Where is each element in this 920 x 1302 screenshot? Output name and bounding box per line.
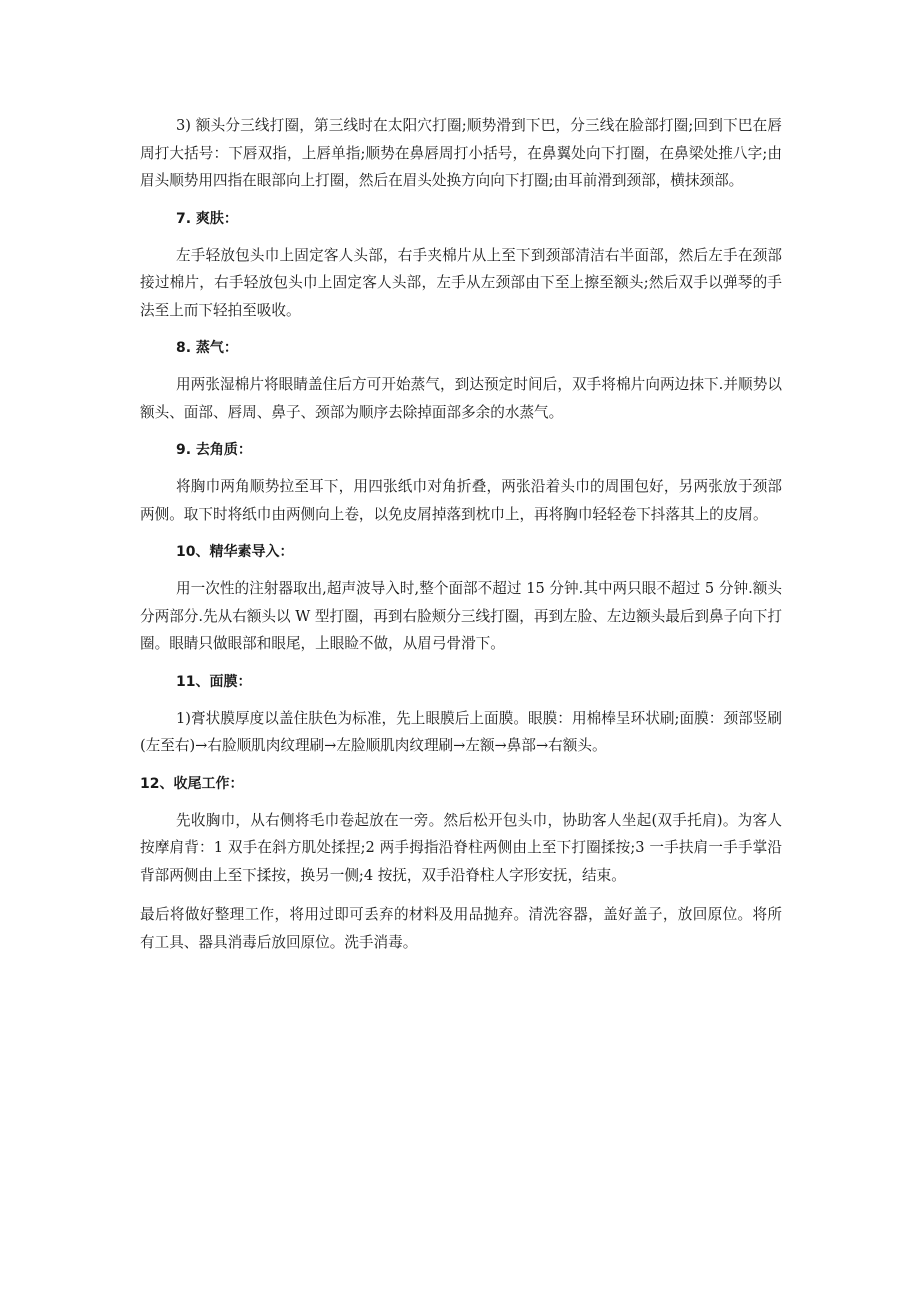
section-9-heading: 9. 去角质： [176,442,252,458]
section-10-paragraph: 用一次性的注射器取出,超声波导入时,整个面部不超过 15 分钟.其中两只眼不超过 5 分钟.额头分两部分.先从右额头以 W 型打圈，再到右脸颊分三线打圈，再到左脸、左边额头最后到鼻子向下打圈。眼睛只做眼部和眼尾，上眼睑不做，从眉弓骨滑下。 [140,580,782,652]
closing-paragraph: 最后将做好整理工作，将用过即可丢弃的材料及用品抛弃。清洗容器，盖好盖子，放回原位。将所有工具、器具消毒后放回原位。洗手消毒。 [140,906,782,951]
section-10-heading: 10、精华素导入： [176,544,294,560]
section-12-paragraph: 先收胸巾，从右侧将毛巾卷起放在一旁。然后松开包头巾，协助客人坐起(双手托肩)。为客人按摩肩背：1 双手在斜方肌处揉捏;2 两手拇指沿脊柱两侧由上至下打圈揉按;3 一手扶肩一手手掌沿背部两侧由上至下揉按，换另一侧;4 按抚，双手沿脊柱人字形安抚，结束。 [140,811,782,884]
section-9-paragraph: 将胸巾两角顺势拉至耳下，用四张纸巾对角折叠，两张沿着头巾的周围包好，另两张放于颈部两侧。取下时将纸巾由两侧向上卷，以免皮屑掉落到枕巾上，再将胸巾轻轻卷下抖落其上的皮屑。 [140,478,782,523]
document-page [140,112,782,956]
section-7-heading: 7. 爽肤： [176,210,238,227]
section-11-heading: 11、面膜： [176,673,252,690]
section-8-paragraph: 用两张湿棉片将眼睛盖住后方可开始蒸气，到达预定时间后，双手将棉片向两边抹下.并顺势以额头、面部、唇周、鼻子、颈部为顺序去除掉面部多余的水蒸气。 [140,376,782,421]
section-7-paragraph: 左手轻放包头巾上固定客人头部，右手夹棉片从上至下到颈部清洁右半面部，然后左手在颈部接过棉片，右手轻放包头巾上固定客人头部，左手从左颈部由下至上擦至额头;然后双手以弹琴的手法至上而下轻拍至吸收。 [140,246,782,319]
section-11-paragraph: 1)膏状膜厚度以盖住肤色为标准，先上眼膜后上面膜。眼膜：用棉棒呈环状刷;面膜：颈部竖刷(左至右)→右脸顺肌肉纹理刷→左脸顺肌肉纹理刷→左额→鼻部→右额头。 [140,709,782,754]
section-12-heading: 12、收尾工作： [140,775,244,792]
intro-paragraph: 3) 额头分三线打圈，第三线时在太阳穴打圈;顺势滑到下巴，分三线在脸部打圈;回到下巴在唇周打大括号：下唇双指，上唇单指;顺势在鼻唇周打小括号，在鼻翼处向下打圈，在鼻梁处推八字;由眉头顺势用四指在眼部向上打圈，然后在眉头处换方向向下打圈;由耳前滑到颈部，横抹颈部。 [140,117,782,189]
paragraph-spacer [140,889,782,901]
section-8-heading: 8. 蒸气： [176,340,238,356]
